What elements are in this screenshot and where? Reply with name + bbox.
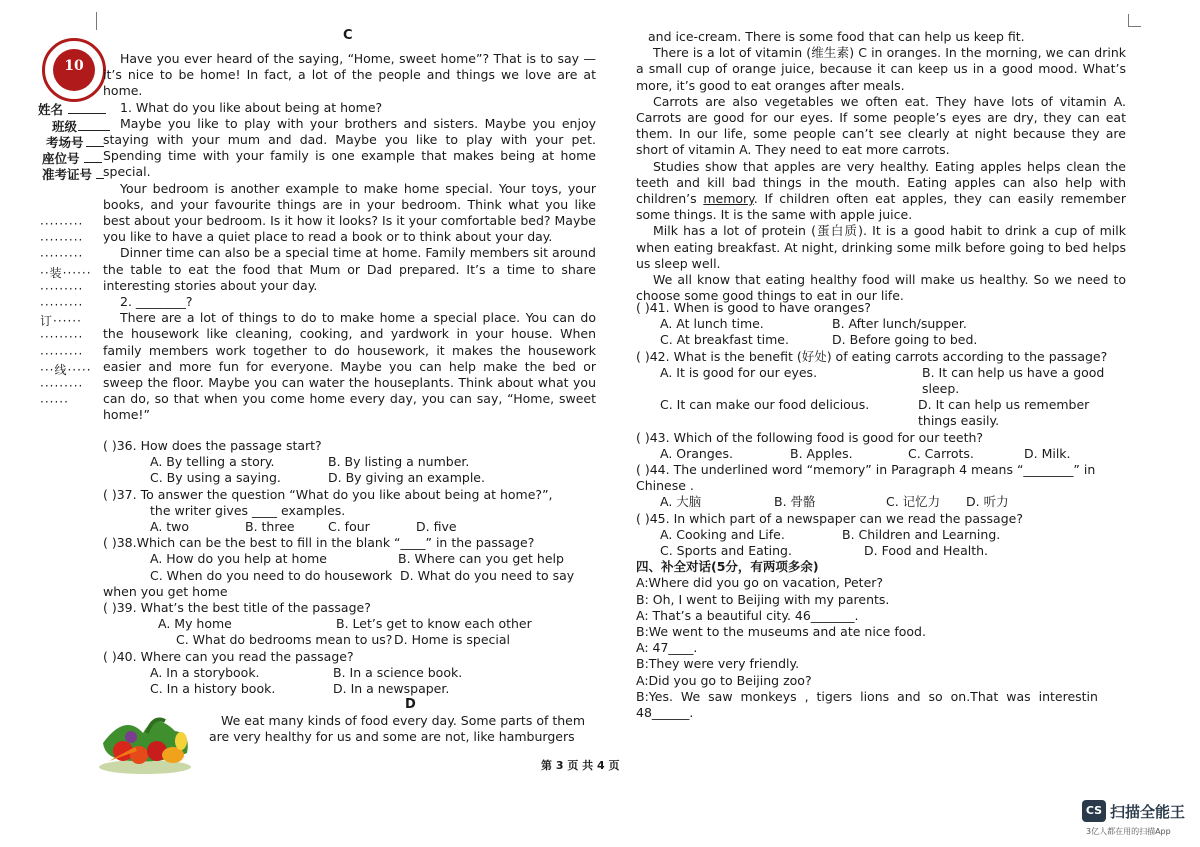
- q39-option-c[interactable]: C. What do bedrooms mean to us?: [176, 632, 393, 648]
- q44-option-a[interactable]: A. 大脑: [660, 494, 702, 510]
- field-room-line: [86, 146, 104, 147]
- passage-c-para-5: There are a lot of things to do to make home a special place. You can do the housework like cleaning, cooking, and yardwork in your house. When family members work together to do housework, it makes the housework easier and more fun for everyone. Maybe you can help make the bed or sweep the floor. Maybe you can water the houseplants. Think about what you can do, so that when you come home every day, you can say, “Home, sweet home!”: [103, 310, 596, 423]
- q45-option-b[interactable]: B. Children and Learning.: [842, 526, 1001, 542]
- question-38-options-row2: [103, 568, 603, 584]
- q36-option-c[interactable]: C. By using a saying.: [150, 470, 281, 486]
- binding-mark-ding: 订: [40, 314, 54, 329]
- q45-option-c[interactable]: C. Sports and Eating.: [660, 543, 792, 559]
- question-41-options-row1: [636, 316, 1126, 332]
- binding-mark-xian: 线: [54, 362, 68, 377]
- q40-option-c[interactable]: C. In a history book.: [150, 681, 276, 697]
- question-42: ( )42. What is the benefit (好处) of eating carrots according to the passage?: [636, 348, 1108, 364]
- question-41: ( )41. When is good to have oranges?: [636, 300, 871, 315]
- passage-c-para-4: Dinner time can also be a special time at home. Family members sit around the table to eat the food that Mum or Dad prepared. It’s a time to share interesting stories about your day.: [103, 245, 596, 293]
- dialogue-line-6: B:They were very friendly.: [636, 656, 800, 672]
- passage-d: [636, 29, 1126, 304]
- field-room-label: 考场号: [46, 135, 84, 150]
- binding-dots: ········· ········· ········· ··装······ ········· ········· 订······ ········· ········· ···线····· ········· ······: [40, 217, 92, 410]
- q37-option-a[interactable]: A. two: [150, 519, 190, 535]
- q41-option-c[interactable]: C. At breakfast time.: [660, 332, 789, 348]
- vegetables-illustration: [95, 703, 195, 775]
- dialogue-line-1: A:Where did you go on vacation, Peter?: [636, 575, 884, 591]
- question-41-options-row2: [636, 332, 1126, 348]
- field-seat-label: 座位号: [42, 151, 80, 166]
- question-38-tail: when you get home: [103, 583, 228, 599]
- q43-option-a[interactable]: A. Oranges.: [660, 445, 733, 461]
- dialogue-line-3: A: That’s a beautiful city. 46_______.: [636, 607, 859, 623]
- q40-option-a[interactable]: A. In a storybook.: [150, 664, 260, 680]
- questions-c: [103, 438, 603, 697]
- section-4-title: 四、补全对话(5分，有两项多余): [636, 559, 819, 575]
- crop-mark-left: [96, 12, 97, 30]
- passage-d-para-carrots: Carrots are also vegetables we often eat. They have lots of vitamin A. Carrots are good for our eyes. If some people’s eyes are dry, they can eat them. In our life, some people can’t see clearly at night because they are short of vitamin A. They need to eat more carrots.: [636, 93, 1126, 158]
- dialogue-line-9: 48______.: [636, 705, 694, 721]
- q42-option-d[interactable]: D. It can help us remember things easily.: [918, 397, 1090, 429]
- q39-option-b[interactable]: B. Let’s get to know each other: [336, 616, 532, 632]
- question-36: ( )36. How does the passage start?: [103, 438, 322, 453]
- passage-c-para-3: Your bedroom is another example to make home special. Your toys, your books, and your favourite things are in your bedroom. Think what you like best about your bedroom. Is it how it looks? Is it your comfortable bed? Maybe you like to have a quiet place to read a book or to think about your day.: [103, 180, 596, 245]
- passage-d-para-oranges: There is a lot of vitamin (维生素) C in oranges. In the morning, we can drink a small cup of orange juice, because it can keep us in a good mood. What’s more, it’s good to eat oranges after meals.: [636, 45, 1126, 93]
- field-exam-id-label: 准考证号: [42, 167, 93, 182]
- question-37-line2: the writer gives ____ examples.: [150, 502, 346, 518]
- crop-mark-right: [1128, 14, 1141, 27]
- question-36-options-row1: [103, 454, 603, 470]
- dialogue-line-4: B:We went to the museums and ate nice food.: [636, 624, 926, 640]
- binding-mark-zhuang: 装: [49, 265, 63, 280]
- q38-option-a[interactable]: A. How do you help at home: [150, 551, 327, 567]
- section-c-heading: C: [343, 28, 353, 43]
- q40-option-d[interactable]: D. In a newspaper.: [333, 681, 450, 697]
- question-43: ( )43. Which of the following food is good for our teeth?: [636, 429, 984, 445]
- q44-option-c[interactable]: C. 记忆力: [886, 494, 941, 510]
- dialogue-line-7: A:Did you go to Beijing zoo?: [636, 672, 812, 688]
- field-name-label: 姓名: [38, 102, 64, 117]
- q44-option-d[interactable]: D. 听力: [966, 494, 1009, 510]
- page-number: 第 3 页 共 4 页: [541, 759, 620, 772]
- question-40: ( )40. Where can you read the passage?: [103, 648, 354, 664]
- question-39-options-row2: [103, 632, 603, 648]
- question-39-options-row1: [103, 616, 603, 632]
- question-38: ( )38.Which can be the best to fill in the blank “____” in the passage?: [103, 535, 535, 551]
- passage-d-para-conclusion: We all know that eating healthy food will make us healthy. So we need to choose some good things to eat in our life.: [636, 272, 1126, 304]
- field-class-label: 班级: [52, 119, 78, 134]
- q45-option-a[interactable]: A. Cooking and Life.: [660, 526, 785, 542]
- question-39: ( )39. What’s the best title of the passage?: [103, 600, 371, 616]
- passage-d-intro-line-1: We eat many kinds of food every day. Some parts of them: [221, 713, 586, 728]
- question-38-options-row1: [103, 551, 603, 567]
- question-37: ( )37. To answer the question “What do you like about being at home?”,: [103, 486, 553, 502]
- question-45-options-row1: [636, 527, 1126, 543]
- question-43-options: [636, 446, 1126, 462]
- q43-option-b[interactable]: B. Apples.: [790, 445, 853, 461]
- q40-option-b[interactable]: B. In a science book.: [333, 664, 463, 680]
- q39-option-d[interactable]: D. Home is special: [394, 632, 511, 648]
- field-name-line: [68, 113, 106, 114]
- passage-c: [103, 51, 596, 424]
- passage-c-para-2: Maybe you like to play with your brothers and sisters. Maybe you enjoy staying with your mum and dad. Maybe you like to play with your pet. Spending time with your family is one example that makes being at home special.: [103, 115, 596, 180]
- q38-option-c[interactable]: C. When do you need to do housework: [150, 567, 393, 583]
- passage-d-para-apples: Studies show that apples are very healthy. Eating apples helps clean the teeth and kill bad things in the mouth. Eating apples can also help with children’s memory. If children often eat apples, they can easily remember some things. It is the same with apple juice.: [636, 158, 1126, 223]
- field-seat-line: [84, 162, 102, 163]
- q43-option-c[interactable]: C. Carrots.: [908, 445, 974, 461]
- dialogue-line-8: B:Yes. We saw monkeys , tigers lions and so on.That was interestin: [636, 688, 1098, 704]
- passage-d-para-milk: Milk has a lot of protein (蛋白质). It is a good habit to drink a cup of milk when eating breakfast. At night, drinking some milk before going to bed helps us sleep well.: [636, 223, 1126, 271]
- passage-c-para-1: Have you ever heard of the saying, “Home, sweet home”? That is to say — it’s nice to be home! In fact, a lot of the people and things we love are at home.: [103, 51, 596, 99]
- q39-option-a[interactable]: A. My home: [158, 616, 232, 632]
- q44-option-b[interactable]: B. 骨骼: [774, 494, 816, 510]
- q43-option-d[interactable]: D. Milk.: [1024, 445, 1071, 461]
- q45-option-d[interactable]: D. Food and Health.: [864, 543, 989, 559]
- camscanner-logo: CS: [1082, 800, 1106, 822]
- passage-d-intro-line-2: are very healthy for us and some are not, like hamburgers: [209, 729, 575, 745]
- passage-d-continuation: and ice-cream. There is some food that can help us keep fit.: [648, 29, 1025, 44]
- app-name: 扫描全能王: [1110, 803, 1186, 821]
- q36-option-b[interactable]: B. By listing a number.: [328, 454, 470, 470]
- app-tagline: 3亿人都在用的扫描App: [1086, 827, 1171, 836]
- passage-c-subheading-1: 1. What do you like about being at home?: [120, 99, 383, 115]
- question-44: ( )44. The underlined word “memory” in Paragraph 4 means “________” in Chinese .: [636, 462, 1096, 494]
- questions-d: [636, 300, 1126, 721]
- question-42-options-row2: [636, 397, 1126, 429]
- q38-option-d[interactable]: D. What do you need to say: [400, 567, 575, 583]
- passage-c-subheading-2: 2. ________?: [120, 294, 193, 310]
- q37-option-b[interactable]: B. three: [245, 519, 295, 535]
- q36-option-d[interactable]: D. By giving an example.: [328, 470, 485, 486]
- q38-option-b[interactable]: B. Where can you get help: [398, 551, 564, 567]
- passage-d-intro: [209, 713, 609, 745]
- q37-option-c[interactable]: C. four: [328, 519, 370, 535]
- school-seal: 10: [42, 38, 106, 102]
- q42-option-c[interactable]: C. It can make our food delicious.: [660, 397, 870, 413]
- dialogue-line-5: A: 47____.: [636, 640, 698, 656]
- q42-option-a[interactable]: A. It is good for our eyes.: [660, 364, 818, 380]
- q41-option-b[interactable]: B. After lunch/supper.: [832, 316, 967, 332]
- question-36-options-row2: [103, 470, 603, 486]
- question-45-options-row2: [636, 543, 1126, 559]
- dialogue-line-2: B: Oh, I went to Beijing with my parents.: [636, 591, 890, 607]
- q42-option-b[interactable]: B. It can help us have a good sleep.: [922, 364, 1105, 397]
- q36-option-a[interactable]: A. By telling a story.: [150, 454, 275, 470]
- section-d-heading: D: [405, 697, 416, 712]
- q37-option-d[interactable]: D. five: [416, 519, 457, 535]
- question-42-options-row1: [636, 365, 1126, 397]
- q41-option-d[interactable]: D. Before going to bed.: [832, 332, 978, 348]
- question-40-options-row2: [103, 681, 603, 697]
- question-45: ( )45. In which part of a newspaper can we read the passage?: [636, 510, 1023, 526]
- question-44-options: [636, 494, 1126, 510]
- question-37-options: [103, 519, 603, 535]
- question-40-options-row1: [103, 665, 603, 681]
- q41-option-a[interactable]: A. At lunch time.: [660, 316, 764, 332]
